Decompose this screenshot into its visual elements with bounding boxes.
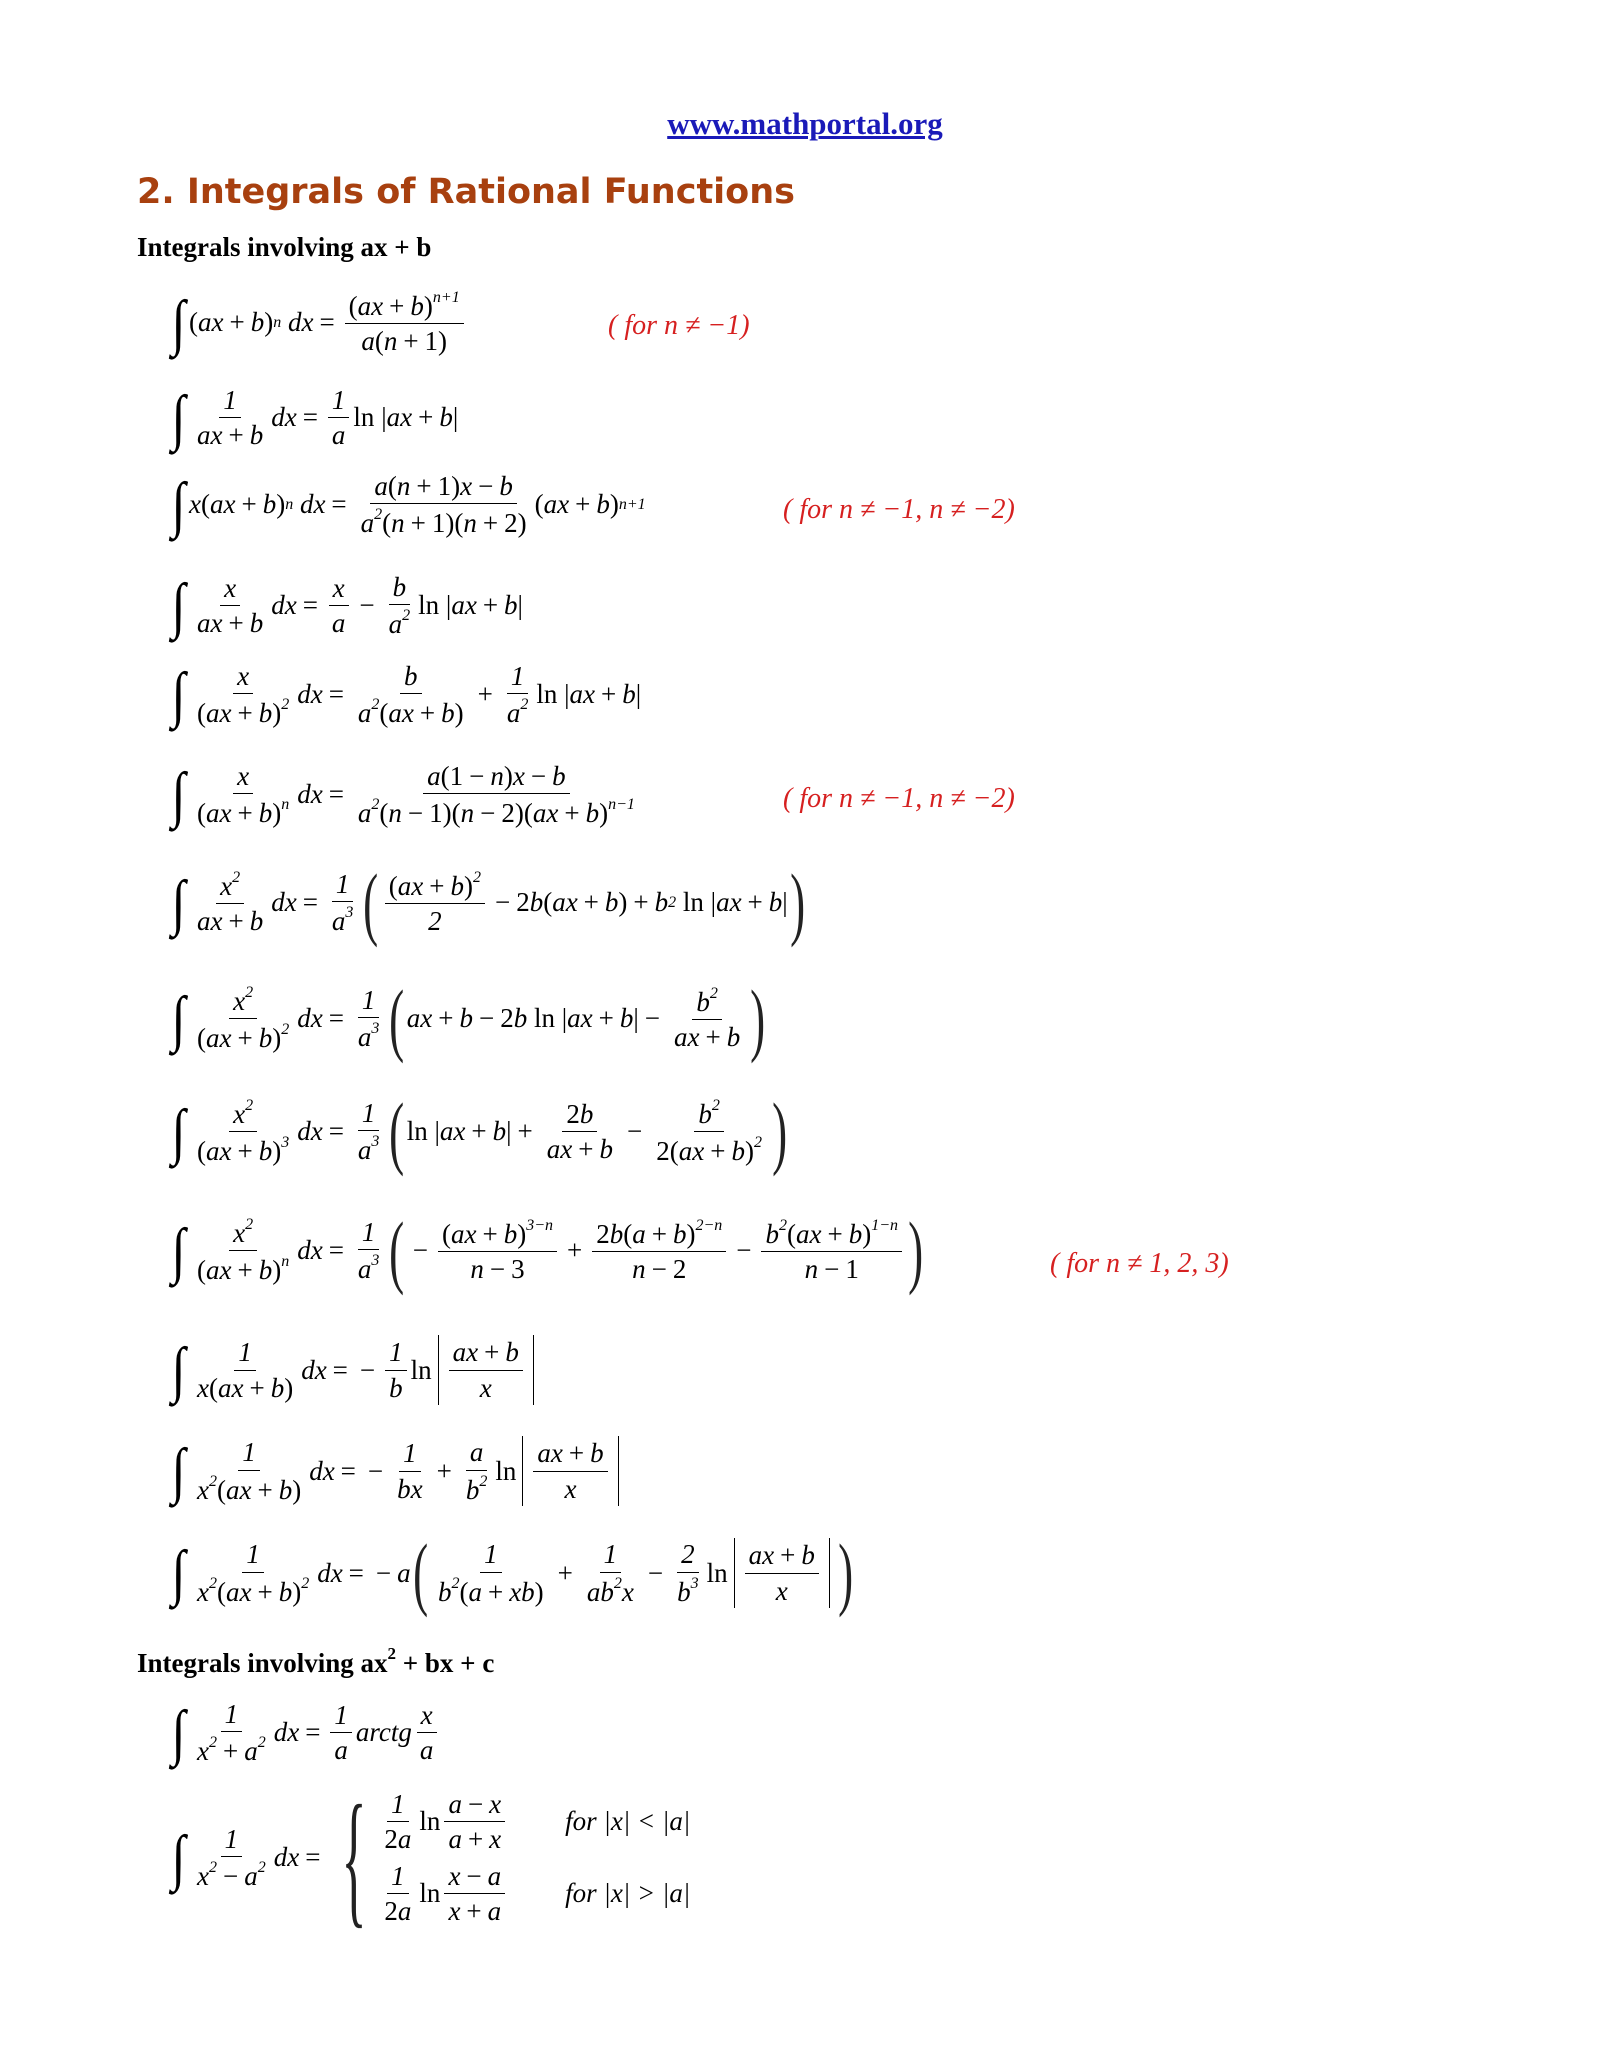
formula-12: ∫ $\frac{1}{x^2(ax + b)}$ dx = − $\frac{1}{bx}$ + $\frac{a}{b^2}$ ln $\frac{ax + b}{x}$	[170, 1436, 625, 1506]
formula-4: ∫ $\frac{x}{ax + b}$ dx = $\frac{x}{a}$ − $\frac{b}{a^2}$ ln | ax + b |	[171, 571, 523, 640]
formula-5: ∫ $\frac{x}{(ax + b)^2}$ dx = $\frac{b}{a^2(ax + b)}$ + $\frac{1}{a^2}$ ln | ax + b |	[171, 660, 642, 729]
section-title: 2. Integrals of Rational Functions	[137, 172, 795, 212]
subheading-quadratic: Integrals involving $ax^2$ + bx + c	[137, 1644, 495, 1678]
site-url[interactable]: www.mathportal.org	[667, 106, 943, 141]
case-condition-2: for |x| > |a|	[565, 1878, 691, 1909]
formula-14: ∫ $\frac{1}{x^2 + a^2}$ dx = $\frac{1}{a}$ arctg $\frac{x}{a}$	[170, 1700, 441, 1766]
formula-6: ∫ $\frac{x}{(ax + b)^n}$ dx = $\frac{a(1 - n)x - b}{a^2(n - 1)(n - 2)(ax + b)^{n-1}}$	[171, 760, 635, 829]
formula-13: ∫ $\frac{1}{x^2(ax + b)^2}$ dx = − a ( $\frac{1}{b^2(a + xb)}$ + $\frac{1}{ab^2x}$ − $\frac{2}{b^3}$ ln $\frac{ax + b}{x}$ )	[171, 1527, 854, 1619]
formula-8: ∫ $\frac{x^2}{(ax + b)^2}$ dx = $\frac{1}{a^3}$ ( ax + b − 2 b ln | ax + b | − $\frac{b^2}{ax + b}$ )	[171, 973, 766, 1065]
condition-formula-1: ( for n ≠ −1)	[608, 310, 750, 341]
formula-10: ∫ $\frac{x^2}{(ax + b)^n}$ dx = $\frac{1}{a^3}$ ( − $\frac{(ax + b)^{3-n}}{n - 3}$ + $\frac{2b(a + b)^{2-n}}{n - 2}$ − $\frac{b^2(ax + b)^{1-n}}{n - 1}$ )	[171, 1205, 924, 1297]
formula-3: ∫ x ( ax + b ) n dx = $\frac{a(n + 1)x - b}{a^2(n + 1)(n + 2)}$ ( ax + b ) n+1	[171, 470, 646, 539]
subheading-ax-plus-b: Integrals involving ax + b	[137, 232, 432, 262]
condition-formula-6: ( for n ≠ −1, n ≠ −2)	[783, 783, 1015, 814]
formula-9: ∫ $\frac{x^2}{(ax + b)^3}$ dx = $\frac{1}{a^3}$ ( ln | ax + b | + $\frac{2b}{ax + b}$ − $\frac{b^2}{2(ax + b)^2}$ )	[171, 1086, 788, 1178]
case-condition-1: for |x| < |a|	[565, 1806, 691, 1837]
formula-7: ∫ $\frac{x^2}{ax + b}$ dx = $\frac{1}{a^3}$ ( $\frac{(ax + b)^2}{2}$ − 2 b ( ax + b ) + b 2 ln | ax + b | )	[171, 857, 805, 949]
condition-formula-10: ( for n ≠ 1, 2, 3)	[1050, 1248, 1229, 1279]
formula-1: ∫ ( ax + b ) n dx = $\frac{(ax + b)^{n+1}}{a(n + 1)}$	[170, 290, 468, 356]
formula-15: ∫ $\frac{1}{x^2 - a^2}$ dx = { $\frac{1}{2a}$ ln $\frac{a - x}{a + x}$ for |x| < |a| $\frac{1}{2a}$ ln $\frac{x - a}{x + a}$ for |x| > |a|	[171, 1774, 691, 1941]
site-url-link[interactable]	[0, 106, 1600, 142]
formula-2: ∫ $\frac{1}{ax + b}$ dx = $\frac{1}{a}$ ln | ax + b |	[171, 383, 459, 452]
condition-formula-3: ( for n ≠ −1, n ≠ −2)	[783, 494, 1015, 525]
formula-11: ∫ $\frac{1}{x(ax + b)}$ dx = − $\frac{1}{b}$ ln $\frac{ax + b}{x}$	[170, 1335, 540, 1405]
